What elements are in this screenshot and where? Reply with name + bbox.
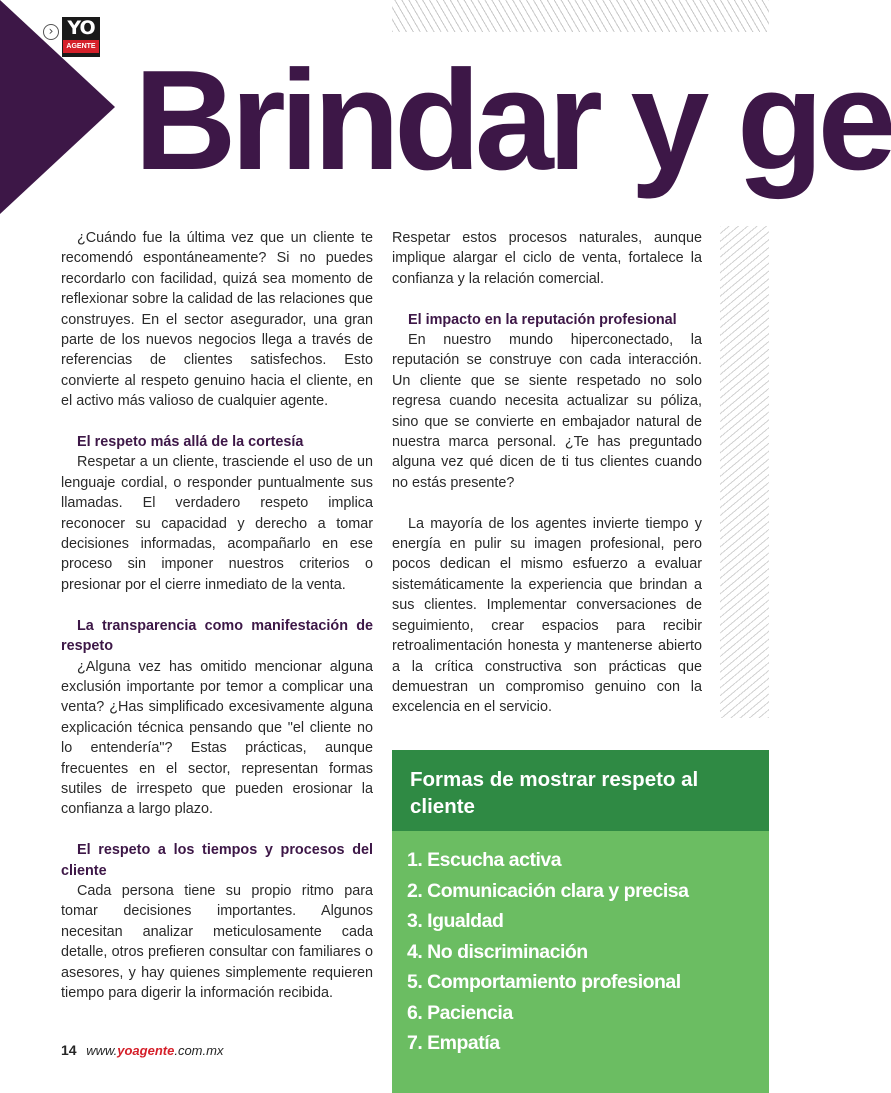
respect-tips-list — [392, 831, 769, 1059]
left-column — [61, 228, 373, 1003]
list-item: 3. Igualdad — [407, 910, 504, 932]
subheading-respeto-cortesia: El respeto más allá de la cortesía — [77, 434, 304, 451]
box-title: Formas de mostrar respeto al cliente — [392, 750, 769, 831]
subheading-transparencia: La transparencia como manifestación de respeto — [61, 617, 373, 655]
decorative-stripes-side — [720, 226, 769, 718]
subheading-reputacion: El impacto en la reputación profesional — [408, 311, 677, 328]
list-item: 4. No discriminación — [407, 940, 588, 963]
respect-tips-box — [392, 750, 769, 1093]
logo-sub-text: AGENTE — [63, 40, 99, 53]
yoagente-logo — [62, 17, 100, 57]
paragraph-intro: ¿Cuándo fue la última vez que un cliente te recomendó espontáneamente? Si no puedes recordarlo con facilidad, quizá sea momento de reflexionar sobre la calidad de las relaciones que construyes. En el sector asegurador, una gran parte de los nuevos negocios llega a través de referencias de clientes satisfechos. Esto convierte al respeto genuino hacia el cliente, en el activo más valioso de cualquier agente. — [61, 230, 373, 410]
list-item: 2. Comunicación clara y precisa — [407, 879, 689, 902]
list-item: 5. Comportamiento profesional — [407, 971, 681, 993]
paragraph-respeto-cortesia: Respetar a un cliente, trasciende el uso de un lenguaje cordial, o responder puntualmente sus llamadas. El verdadero respeto implica reconocer su capacidad y derecho a tomar decisiones informadas, acompañarlo en ese proceso sin imponer nuestros criterios o presionar por el cierre inmediato de la venta. — [61, 454, 373, 593]
paragraph-tiempos-procesos: Cada persona tiene su propio ritmo para tomar decisiones importantes. Algunos necesitan analizar meticulosamente cada detalle, otros prefieren consultar con familiares o asesores, y hay quienes simplemente requieren tiempo para digerir la información recibida. — [61, 882, 373, 1001]
paragraph-reputacion: En nuestro mundo hiperconectado, la reputación se construye con cada interacción. Un cliente que se siente respetado no solo regresa cuando necesita actualizar su póliza, sino que se convierte en embajador natural de nuestra marca personal. ¿Te has preguntado alguna vez qué dicen de ti tus clientes cuando no estás presente? — [392, 332, 702, 491]
paragraph-continuation: Respetar estos procesos naturales, aunque implique alargar el ciclo de venta, fortalece la confianza y la relación comercial. — [392, 230, 702, 287]
page-number: 14 — [61, 1042, 77, 1058]
right-column — [392, 228, 702, 718]
list-item: 6. Paciencia — [407, 1001, 513, 1024]
list-item: 1. Escucha activa — [407, 849, 562, 871]
paragraph-transparencia: ¿Alguna vez has omitido mencionar alguna exclusión importante por temor a complicar una venta? ¿Has simplificado excesivamente alguna explicación técnica pensando que "el cliente no lo entendería"? Estas prácticas, aunque frecuentes en el sector, representan formas sutiles de irrespeto que pueden erosionar la confianza a largo plazo. — [61, 658, 373, 818]
page-footer — [61, 1042, 223, 1058]
url-brand: yoagente — [117, 1043, 175, 1058]
list-item: 7. Empatía — [407, 1032, 500, 1054]
url-prefix: www. — [86, 1043, 118, 1058]
chevron-right-icon: › — [43, 24, 59, 40]
paragraph-imagen-profesional: La mayoría de los agentes invierte tiempo y energía en pulir su imagen profesional, pero pocos dedican el mismo esfuerzo a evaluar sistemáticamente la experiencia que brindan a sus clientes. Implementar conversaciones de seguimiento, crear espacios para recibir retroalimentación honesta y mantenerse abierto a la crítica constructiva son prácticas que demuestran un compromiso genuino con la excelencia en el servicio. — [392, 515, 702, 716]
logo-main-text: YO — [67, 17, 95, 39]
decorative-stripes-top — [392, 0, 769, 32]
article-headline: Brindar y ge — [134, 41, 891, 200]
website-url — [86, 1043, 223, 1058]
url-suffix: .com.mx — [174, 1043, 224, 1058]
subheading-tiempos-procesos: El respeto a los tiempos y procesos del cliente — [61, 842, 373, 879]
